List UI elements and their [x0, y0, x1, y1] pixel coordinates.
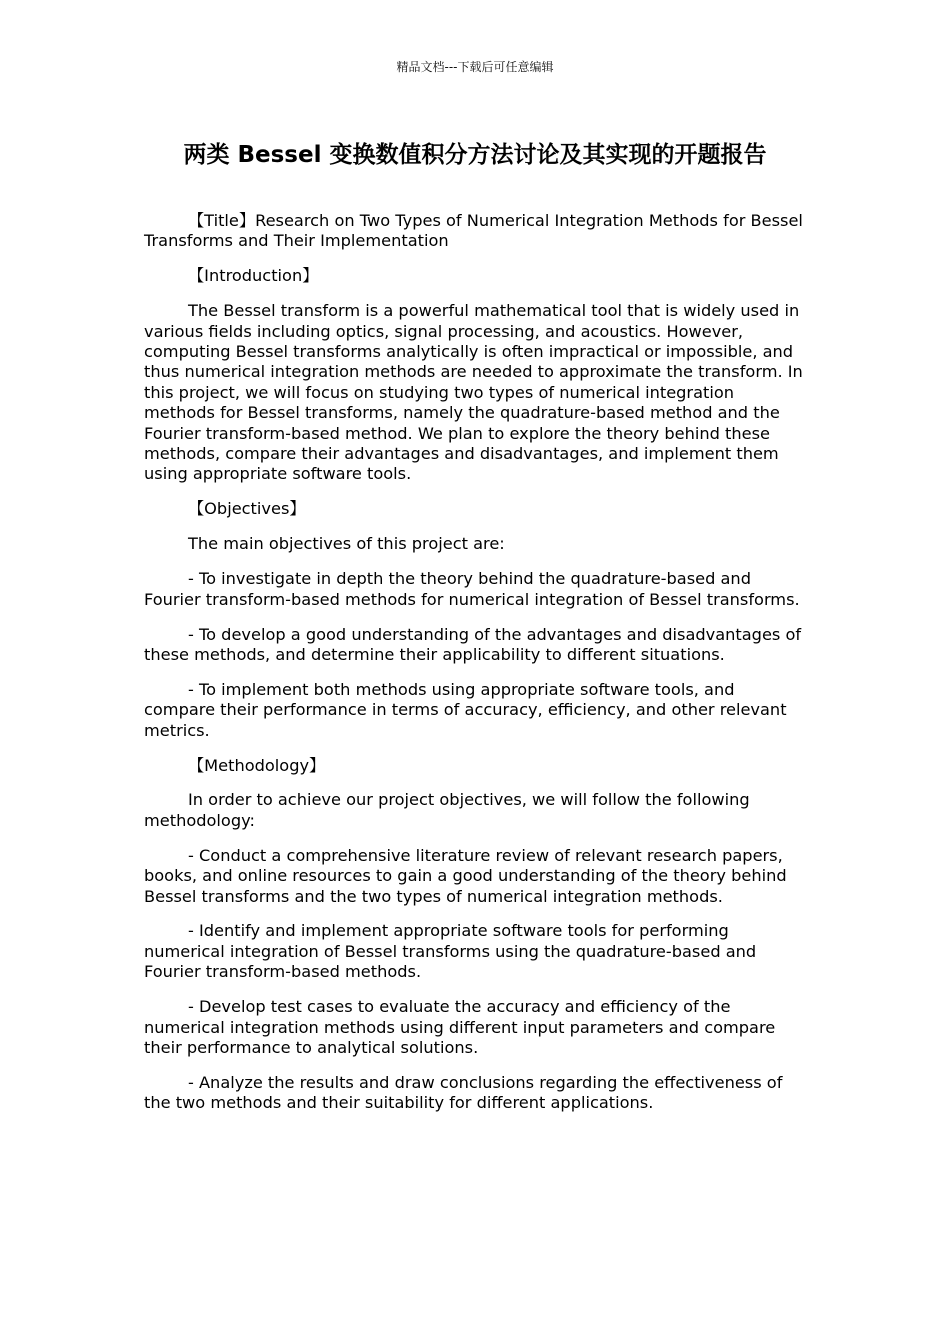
methodology-item: - Identify and implement appropriate software tools for performing numerical integration of Bessel transforms using the quadrature-based and Fourier transform-based methods.: [144, 921, 757, 982]
objectives-intro: The main objectives of this project are:: [188, 534, 505, 554]
methodology-item: - Develop test cases to evaluate the accuracy and efficiency of the numerical integration methods using different input parameters and compare their performance to analytical solutions.: [144, 997, 776, 1057]
header-watermark: 精品文档---下载后可任意编辑: [396, 60, 554, 74]
document-body: [144, 211, 806, 1128]
document-title: 两类 Bessel 变换数值积分方法讨论及其实现的开题报告: [183, 142, 767, 168]
methodology-item: - Conduct a comprehensive literature review of relevant research papers, books, and online resources to gain a good understanding of the theory behind Bessel transforms and the two types of numerical integration methods.: [144, 845, 787, 906]
introduction-paragraph: The Bessel transform is a powerful mathematical tool that is widely used in various fields including optics, signal processing, and acoustics. However, computing Bessel transforms analytically is often impractical or impossible, and thus numerical integration methods are needed to approximate the transform. In this project, we will focus on studying two types of numerical integration methods for Bessel transforms, namely the quadrature-based method and the Fourier transform-based method. We plan to explore the theory behind these methods, compare their advantages and disadvantages, and implement them using appropriate software tools.: [144, 301, 803, 484]
title-line: 【Title】Research on Two Types of Numerical Integration Methods for Bessel Transforms and Their Implementation: [144, 211, 803, 251]
methodology-heading: 【Methodology】: [188, 755, 326, 775]
introduction-heading: 【Introduction】: [188, 266, 319, 286]
methodology-item: - Analyze the results and draw conclusions regarding the effectiveness of the two methods and their suitability for different applications.: [144, 1072, 783, 1113]
objective-item: - To investigate in depth the theory behind the quadrature-based and Fourier transform-based methods for numerical integration of Bessel transforms.: [144, 569, 800, 609]
objectives-heading: 【Objectives】: [188, 499, 306, 519]
objective-item: - To develop a good understanding of the advantages and disadvantages of these methods, and determine their applicability to different situations.: [144, 624, 802, 664]
methodology-intro: In order to achieve our project objectives, we will follow the following methodology:: [144, 790, 750, 830]
objective-item: - To implement both methods using appropriate software tools, and compare their performance in terms of accuracy, efficiency, and other relevant metrics.: [144, 679, 787, 740]
